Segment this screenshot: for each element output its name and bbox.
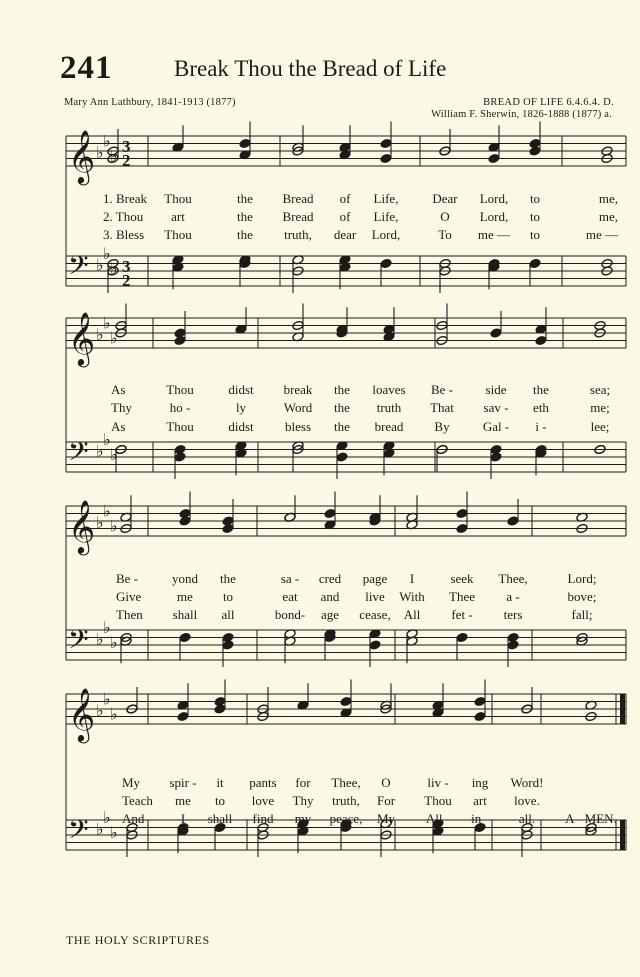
lyric-syllable: truth, (332, 793, 360, 808)
lyric-syllable: cease, (359, 607, 391, 622)
lyric-syllable: me (177, 589, 193, 604)
flat-icon: ♭ (110, 259, 118, 278)
lyric-syllable: art (473, 793, 487, 808)
author-credit: Mary Ann Lathbury, 1841-1913 (1877) (64, 97, 236, 108)
treble-chord (179, 508, 191, 518)
lyric-syllable: Thy (292, 793, 314, 808)
final-barline (620, 694, 625, 724)
treble-chord (174, 328, 186, 338)
bass-clef-icon: 𝄢 (68, 813, 89, 852)
lyric-syllable: loaves (372, 382, 406, 397)
lyric-syllable: the (237, 227, 253, 242)
final-barline (620, 820, 625, 850)
lyric-syllable: a - (506, 589, 520, 604)
bass-chord (456, 632, 468, 642)
lyric-syllable: Thou (166, 382, 194, 397)
lyric-syllable: Be - (116, 571, 139, 586)
lyric-syllable: ly (235, 400, 247, 415)
lyric-syllable: truth, (284, 227, 312, 242)
bass-chord (222, 632, 234, 642)
flat-icon: ♭ (110, 445, 118, 464)
lyric-syllable: Then (116, 607, 143, 622)
treble-clef-icon: 𝄞 (68, 311, 96, 365)
lyric-syllable: liv - (427, 775, 449, 790)
flat-icon: ♭ (96, 700, 104, 720)
lyric-syllable: My (376, 811, 396, 826)
lyric-syllable: the (237, 209, 253, 224)
lyric-syllable: O (440, 209, 450, 224)
time-signature: 3 (122, 257, 131, 276)
lyric-syllable: me; (590, 400, 610, 415)
lyric-syllable: peace, (329, 811, 363, 826)
lyric-syllable: Thee, (331, 775, 361, 790)
flat-icon: ♭ (103, 430, 111, 449)
lyric-syllable: sea; (589, 382, 611, 397)
lyric-syllable: Life, (373, 209, 399, 224)
lyric-syllable: i - (535, 419, 547, 434)
lyric-syllable: 1. Break (103, 191, 148, 206)
flat-icon: ♭ (96, 819, 104, 839)
lyric-syllable: Word! (510, 775, 544, 790)
lyric-syllable: love. (514, 793, 540, 808)
lyric-syllable: sa - (280, 571, 300, 586)
lyric-syllable: 2. Thou (103, 209, 144, 224)
flat-icon: ♭ (96, 324, 104, 344)
lyric-syllable: to (222, 589, 234, 604)
treble-chord (474, 711, 486, 721)
section-heading: THE HOLY SCRIPTURES (66, 933, 210, 947)
lyric-syllable: And (122, 811, 145, 826)
treble-clef-icon: 𝄞 (68, 129, 96, 183)
lyric-syllable: By (434, 419, 450, 434)
treble-chord (324, 508, 336, 518)
flat-icon: ♭ (96, 255, 104, 275)
lyric-syllable: bond- (274, 607, 306, 622)
flat-icon: ♭ (96, 142, 104, 162)
flat-icon: ♭ (110, 823, 118, 842)
lyric-syllable: side (485, 382, 507, 397)
lyric-syllable: the (334, 400, 350, 415)
bass-clef-icon: 𝄢 (68, 435, 89, 474)
lyric-syllable: for (295, 775, 311, 790)
flat-icon: ♭ (103, 131, 111, 151)
lyric-syllable: shall (207, 811, 233, 826)
lyric-syllable: yond (172, 571, 198, 586)
lyric-syllable: Give (116, 589, 142, 604)
time-signature: 2 (122, 151, 131, 170)
lyric-syllable: the (237, 191, 253, 206)
lyric-syllable: it (216, 775, 224, 790)
lyric-syllable: eat (282, 589, 298, 604)
flat-icon: ♭ (110, 328, 118, 348)
treble-chord (380, 153, 392, 163)
lyric-syllable: age (320, 607, 340, 622)
bass-chord (529, 258, 541, 268)
treble-chord (177, 711, 189, 721)
lyric-syllable: me — (477, 227, 511, 242)
treble-clef-icon: 𝄞 (68, 499, 96, 553)
lyric-syllable: O (381, 775, 391, 790)
lyric-syllable: A - MEN. (565, 811, 617, 826)
lyric-syllable: to (529, 191, 541, 206)
lyric-syllable: ho - (169, 400, 191, 415)
lyric-syllable: Gal - (482, 419, 510, 434)
lyric-syllable: sav - (483, 400, 509, 415)
flat-icon: ♭ (96, 441, 104, 461)
lyric-syllable: Lord; (567, 571, 597, 586)
lyric-syllable: didst (228, 382, 254, 397)
bass-chord (369, 640, 381, 650)
lyric-syllable: Bread (282, 191, 314, 206)
lyric-syllable: art (171, 209, 185, 224)
lyric-syllable: Bread (282, 209, 314, 224)
bass-chord (179, 632, 191, 642)
lyric-syllable: Lord, (479, 209, 509, 224)
lyric-syllable: 3. Bless (103, 227, 145, 242)
lyric-syllable: Thy (111, 400, 132, 415)
flat-icon: ♭ (110, 146, 118, 166)
treble-chord (474, 696, 486, 706)
lyric-syllable: find (252, 811, 274, 826)
bass-chord (490, 444, 502, 454)
bass-chord (507, 632, 519, 642)
lyric-syllable: For (376, 793, 396, 808)
treble-chord (222, 516, 234, 526)
treble-chord (340, 696, 352, 706)
lyric-syllable: pants (249, 775, 277, 790)
flat-icon: ♭ (103, 313, 111, 333)
lyric-syllable: Lord, (371, 227, 401, 242)
lyric-syllable: Thou (424, 793, 452, 808)
lyric-syllable: me, (598, 191, 618, 206)
lyric-syllable: spir - (169, 775, 197, 790)
lyric-syllable: ters (503, 607, 523, 622)
lyric-syllable: the (533, 382, 549, 397)
treble-chord (456, 523, 468, 533)
lyric-syllable: to (214, 793, 226, 808)
treble-chord (214, 696, 226, 706)
treble-chord (239, 138, 251, 148)
flat-icon: ♭ (103, 689, 111, 709)
bass-chord (336, 452, 348, 462)
lyric-syllable: Thou (164, 227, 192, 242)
lyric-syllable: love (251, 793, 275, 808)
flat-icon: ♭ (110, 633, 118, 652)
bass-chord (174, 444, 186, 454)
lyric-syllable: Thou (166, 419, 194, 434)
lyric-syllable: bless (285, 419, 311, 434)
lyric-syllable: As (111, 382, 126, 397)
lyric-syllable: bread (374, 419, 404, 434)
lyric-syllable: didst (228, 419, 254, 434)
lyric-syllable: I (409, 571, 415, 586)
lyric-syllable: My (122, 775, 141, 790)
lyric-syllable: Word (283, 400, 313, 415)
flat-icon: ♭ (103, 808, 111, 827)
treble-chord (456, 508, 468, 518)
lyric-syllable: me — (585, 227, 618, 242)
lyric-syllable: the (334, 419, 350, 434)
lyric-syllable: in - (471, 811, 489, 826)
bass-chord (380, 258, 392, 268)
lyric-syllable: bove; (567, 589, 597, 604)
flat-icon: ♭ (103, 501, 111, 521)
lyric-syllable: Dear (432, 191, 458, 206)
tune-name: BREAD OF LIFE 6.4.6.4. D. (483, 97, 614, 108)
lyric-syllable: With (399, 589, 425, 604)
treble-chord (488, 153, 500, 163)
lyric-syllable: I (180, 811, 186, 826)
lyric-syllable: As (111, 419, 126, 434)
lyric-syllable: page (362, 571, 388, 586)
lyric-syllable: truth (376, 400, 402, 415)
hymn-title: Break Thou the Bread of Life (174, 56, 447, 81)
lyric-syllable: live (365, 589, 385, 604)
flat-icon: ♭ (96, 512, 104, 532)
lyric-syllable: dear (333, 227, 357, 242)
bass-clef-icon: 𝄢 (68, 249, 89, 288)
lyric-syllable: Teach (122, 793, 153, 808)
lyric-syllable: all. (518, 811, 536, 826)
lyric-syllable: break (283, 382, 313, 397)
lyric-syllable: Thee, (498, 571, 528, 586)
lyric-syllable: Lord, (479, 191, 509, 206)
composer-credit: William F. Sherwin, 1826-1888 (1877) a. (431, 109, 612, 120)
lyric-syllable: All - (425, 811, 451, 826)
lyric-syllable: all (221, 607, 235, 622)
time-signature: 2 (122, 271, 131, 290)
lyric-syllable: to (529, 209, 541, 224)
lyric-syllable: All (403, 607, 421, 622)
flat-icon: ♭ (110, 516, 118, 536)
lyric-syllable: Thee (449, 589, 475, 604)
lyric-syllable: Life, (373, 191, 399, 206)
lyric-syllable: shall (172, 607, 198, 622)
lyric-syllable: eth (533, 400, 549, 415)
lyric-syllable: me, (598, 209, 618, 224)
lyric-syllable: the (220, 571, 236, 586)
bass-clef-icon: 𝄢 (68, 623, 89, 662)
lyric-syllable: fet - (451, 607, 473, 622)
lyric-syllable: of (339, 209, 351, 224)
treble-chord (490, 328, 502, 338)
lyric-syllable: and (320, 589, 340, 604)
time-signature: 3 (122, 137, 131, 156)
treble-clef-icon: 𝄞 (68, 687, 96, 741)
lyric-syllable: ing (471, 775, 489, 790)
flat-icon: ♭ (103, 244, 111, 263)
hymn-number: 241 (60, 50, 113, 86)
lyric-syllable: to (529, 227, 541, 242)
flat-icon: ♭ (103, 618, 111, 637)
flat-icon: ♭ (110, 704, 118, 724)
lyric-syllable: That (430, 400, 454, 415)
lyric-syllable: the (334, 382, 350, 397)
lyric-syllable: fall; (571, 607, 593, 622)
lyric-syllable: Be - (430, 382, 454, 397)
lyric-syllable: my (294, 811, 312, 826)
treble-chord (507, 516, 519, 526)
lyric-syllable: To (438, 227, 452, 242)
lyric-syllable: of (339, 191, 351, 206)
lyric-syllable: Thou (164, 191, 192, 206)
flat-icon: ♭ (96, 629, 104, 649)
lyric-syllable: cred (318, 571, 342, 586)
treble-chord (380, 138, 392, 148)
lyric-syllable: me (175, 793, 191, 808)
treble-chord (529, 138, 541, 148)
treble-chord (535, 335, 547, 345)
lyric-syllable: seek (450, 571, 474, 586)
lyric-syllable: lee; (590, 419, 610, 434)
